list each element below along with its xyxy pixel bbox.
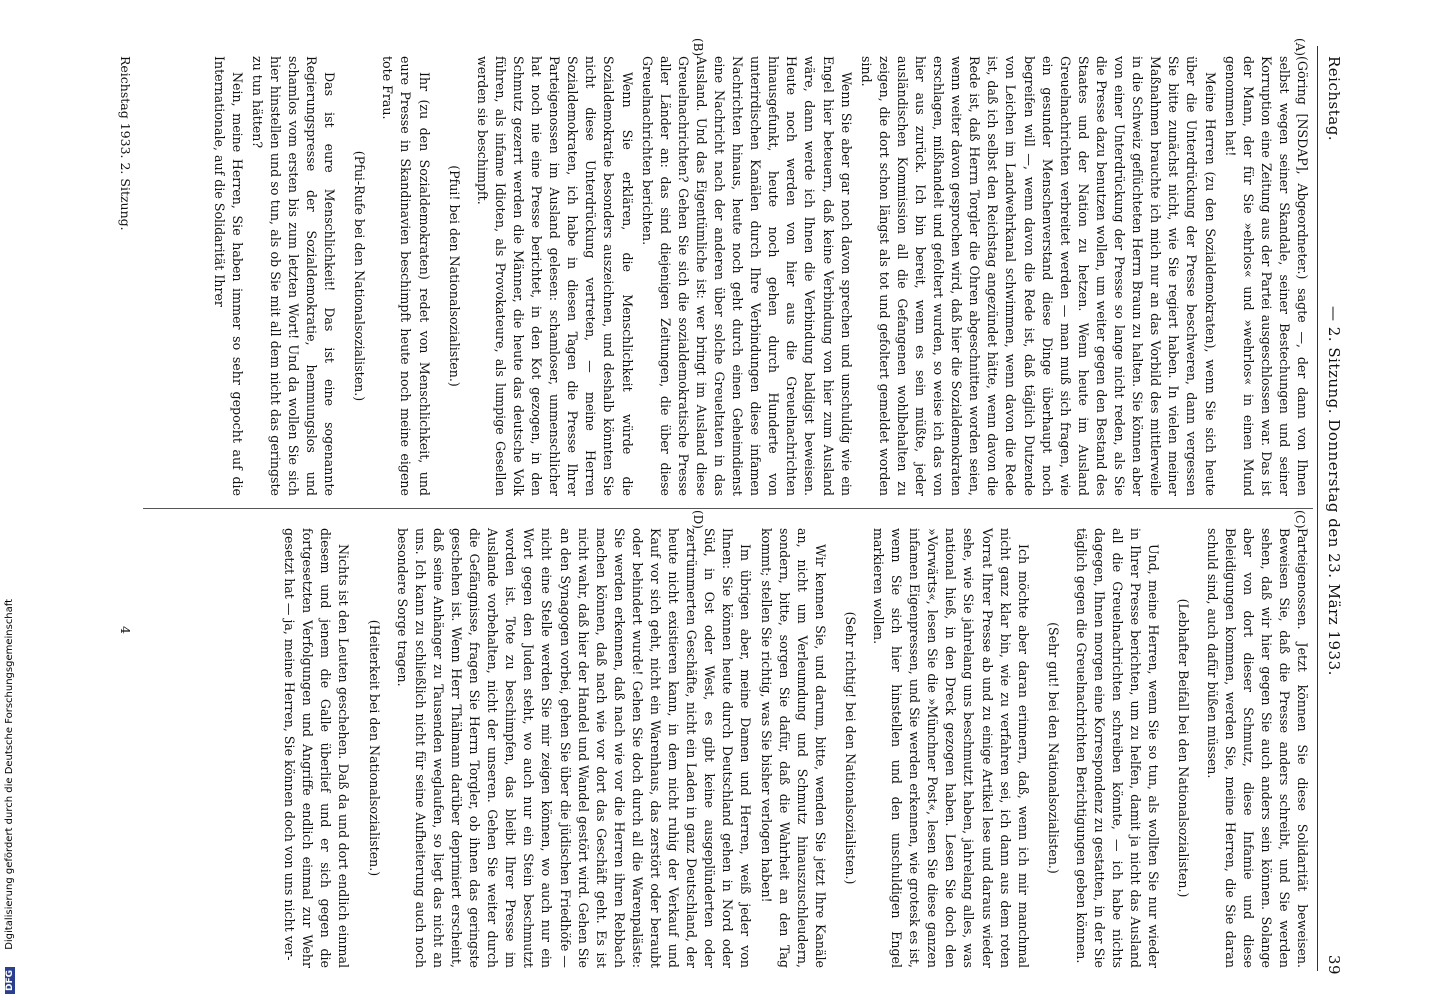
paragraph: Wir kennen Sie, und darum, bitte, wenden Sie jetzt Ihre Kanäle an, nicht um Verleumdung und Schmutz hinauszuschleudern, sondern, bitte, sorgen Sie dafür, daß die Wahrheit an den Tag kommt; stellen Sie richtig, was Sie bisher verlogen haben! xyxy=(758,528,828,968)
right-column xyxy=(278,528,1311,968)
header-title: Reichstag. xyxy=(1325,56,1343,142)
footer-signature-number: 4 xyxy=(118,626,133,634)
column-divider xyxy=(143,508,1313,509)
paragraph: Im übrigen aber, meine Damen und Herren, weiß jeder von Ihnen: Sie können heute durch Deutschland gehen in Nord oder Süd, in Ost oder West, es gibt keine ausgeplünderten oder zertrümmerten Geschäfte, nicht ein Laden in ganz Deutschland, der heute nicht existieren kann, in dem nicht ruhig der Verkauf und Kauf vor sich geht, nicht ein Warenhaus, das zerstört oder beraubt oder behindert wurde! Gehen Sie doch durch all die Warenpaläste: Sie werden erkennen, daß nach wie vor die Herren ihren Rebbach machen können, daß nach wie vor dort das Geschäft geht. Es ist nicht wahr, daß hier der Handel und Wandel gestört wird. Gehen Sie an den Synagogen vorbei, gehen Sie über die jüdischen Friedhöfe — nicht eine Stelle werden Sie mir zeigen können, wo auch nur ein Wort gegen den Juden steht, wo auch nur ein Stein beschmutzt worden ist. Tote zu beschimpfen, das bleibt Ihrer Presse im Auslande vorbehalten, nicht der unseren. Gehen Sie weiter durch die Gefängnisse, fragen Sie Herrn Torgler, ob ihnen das geringste geschehen ist. Wenn Herr Thälmann darüber deprimiert erscheint, daß seine Anhänger zu Tausenden weglaufen, so liegt das nicht an uns. Ich kann zu schließlich nicht für seine Aufheiterung auch noch besondere Sorge tragen. xyxy=(394,528,754,968)
header-rule xyxy=(1317,46,1318,971)
interjection: (Pfui-Rufe bei den Nationalsozialisten.) xyxy=(352,150,368,402)
interjection: (Pfui! bei den Nationalsozialisten.) xyxy=(446,165,462,387)
paragraph: Wenn Sie aber gar noch davon sprechen und unschuldig wie ein Engel hier beteuern, daß keine Verbindung von hier zum Ausland wäre, dann werde ich Ihnen die Verbindung baldigst beweisen. Heute noch werden von hier aus die Greuelnachrichten hinausgefunkt, heute noch gehen durch Hunderte von unterirdischen Kanälen durch Ihre Verbindungen diese infamen Nachrichten hinaus, heute noch geht durch einen Geheimdienst eine Nachricht nach der anderen über solche Greueltaten in das Ausland. Und das Eigentümliche ist: wer bringt im Ausland diese Greuelnachrichten? Gehen Sie sich die sozialdemokratische Presse aller Länder an: das sind diejenigen Zeitungen, die über diese Greuelnachrichten berichten. xyxy=(639,56,854,496)
paragraph: (Göring [NSDAP], Abgeordneter.) sagte —, der dann von Ihnen selbst wegen seiner Skandale, seiner Bestechungen und seiner Korruption eine Zeitung aus der Partei ausgeschlossen war. Das ist der Mann, der für Sie »ehrlos« und »wehrlos« in einen Mund genommen hat! xyxy=(1222,56,1310,496)
paragraph: Meine Herren (zu den Sozialdemokraten), wenn Sie sich heute über die Unterdrückung der Presse beschweren, dann vergessen Sie bitte zunächst nicht, wie Sie regiert haben. In vielen meiner Maßnahmen brauchte ich mich nur an das Vorbild des mittlerweile in die Schweiz geflüchteten Herrn Braun zu halten. Sie können aber von einer Unterdrückung der Presse so lange nicht reden, als Sie die Presse dazu benutzen wollen, um weiter gegen den Bestand des Staates und der Nation zu hetzen. Wenn heute im Ausland Greuelnachrichten verbreitet werden — man muß sich fragen, wie ein gesunder Menschenverstand diese Dinge überhaupt noch begreifen will —, wenn davon die Rede ist, daß täglich Dutzende von Leichen im Landwehrkanal schwimmen, wenn davon die Rede ist, daß ich selbst den Reichstag angezündet hätte, wenn davon die Rede ist, daß Herrn Torgler die Ohren abgeschnitten worden seien, wenn weiter davon gesprochen wird, daß hier die Sozialdemokraten erschlagen, mißhandelt und gefoltert wurden, so weise ich das von hier aus zurück. Ich bin bereit, wenn es sein müßte, jeder ausländischen Kommission all die Gefangenen wohlbehalten zu zeigen, die dort schon längst als tot und gefoltert gemeldet worden sind. xyxy=(858,56,1218,496)
digitization-credit xyxy=(4,0,18,1000)
footer-session: Reichstag 1933. 2. Sitzung. xyxy=(118,56,133,231)
margin-mark-b: (B) xyxy=(691,38,705,57)
document-page xyxy=(95,36,1345,981)
dfg-logo: DFG xyxy=(5,967,15,994)
paragraph: Und, meine Herren, wenn Sie so tun, als wollten Sie nur wieder in Ihrer Presse berichten, um zu helfen, damit ja nicht das Ausland all die Greuelnachrichten schreiben könnte, — ich habe nichts dagegen, Ihnen morgen eine Korrespondenz zu gestatten, in der Sie täglich gegen die Greuelnachrichten Berichtigungen geben können. xyxy=(1073,528,1162,968)
paragraph: Ich möchte aber daran erinnern, daß, wenn ich mir manchmal nicht ganz klar bin, wie zu verfahren sei, ich dann aus dem roten Vorrat Ihrer Presse ab und zu einige Artikel lese und daraus wieder sehe, wie Sie jahrelang uns beschmutzt haben, jahrelang alles, was national hieß, in den Dreck gezogen haben. Lesen Sie doch den »Vorwärts«, lesen Sie die »Münchner Post«, lesen Sie diese ganzen infamen Eigenpressen, und Sie werden erkennen, wie grotesk es ist, wenn Sie sich hier hinstellen und den unschuldigen Engel markieren wollen. xyxy=(871,528,1031,968)
page-header xyxy=(1317,36,1345,981)
paragraph: Ihr (zu den Sozialdemokraten) redet von Menschlichkeit, und eure Presse in Skandinavien beschimpft heute noch meine eigene tote Frau. xyxy=(380,56,432,496)
margin-mark-d: (D) xyxy=(691,510,705,529)
paragraph: Parteigenossen. Jetzt können Sie diese Solidarität beweisen. Beweisen Sie, daß die Presse anders schreibt, und Sie werden sehen, daß wir hier gegen Sie auch anders sein können. Solange aber von dort dieser Schmutz, diese Infamie und diese Beleidigungen kommen, werden Sie, meine Herren, die Sie daran schuld sind, auch dafür büßen müssen. xyxy=(1204,528,1310,968)
left-column xyxy=(208,56,1311,496)
header-session: — 2. Sitzung. Donnerstag den 23. März 1933. xyxy=(1325,306,1343,676)
margin-mark-c: (C) xyxy=(1293,510,1307,529)
interjection: (Lebhafter Beifall bei den Nationalsozialisten.) xyxy=(1176,598,1192,898)
paragraph: Das ist eure Menschlichkeit! Das ist eine sogenannte Regierungspresse der Sozialdemokratie, hemmungslos und schamlos vom ersten bis zum letzten Wort! Und da wollen Sie sich hier hinstellen und so tun, als ob Sie mit all dem nicht das geringste zu tun hätten? xyxy=(249,56,338,496)
paragraph: Wenn Sie erklären, die Menschlichkeit würde die Sozialdemokratie besonders auszeichnen, und deshalb könnten Sie nicht diese Unterdrückung vertreten, — meine Herren Sozialdemokraten, ich habe in diesen Tagen die Presse Ihrer Parteigenossen im Ausland gelesen: schamloser, unmenschlicher hat noch nie eine Presse berichtet, in den Kot gezogen, in den Schmutz gezerrt werden die Männer, die heute das deutsche Volk führen, als infame Idioten, als Provokateure, als lumpige Gesellen werden sie beschimpft. xyxy=(474,56,635,496)
paragraph: Nichts ist den Leuten geschehen. Daß da und dort endlich einmal diesem und jenem die Galle überlief und er sich gegen die fortgesetzten Verfolgungen und Angriffe endlich einmal zur Wehr gesetzt hat — ja, meine Herren, Sie können doch von uns nicht ver- xyxy=(282,528,352,968)
paragraph: Nein, meine Herren, Sie haben immer so sehr gepocht auf die Internationale, auf die Solidarität Ihrer xyxy=(211,56,245,496)
page-number: 39 xyxy=(1325,954,1343,975)
interjection: (Sehr richtig! bei den Nationalsozialisten.) xyxy=(842,611,858,885)
credit-text: Digitalisierung gefördert durch die Deutsche Forschungsgemeinschaft xyxy=(4,598,15,950)
interjection: (Sehr gut! bei den Nationalsozialisten.) xyxy=(1045,622,1061,874)
margin-mark-a: (A) xyxy=(1293,38,1307,57)
interjection: (Heiterkeit bei den Nationalsozialisten.) xyxy=(366,619,382,877)
